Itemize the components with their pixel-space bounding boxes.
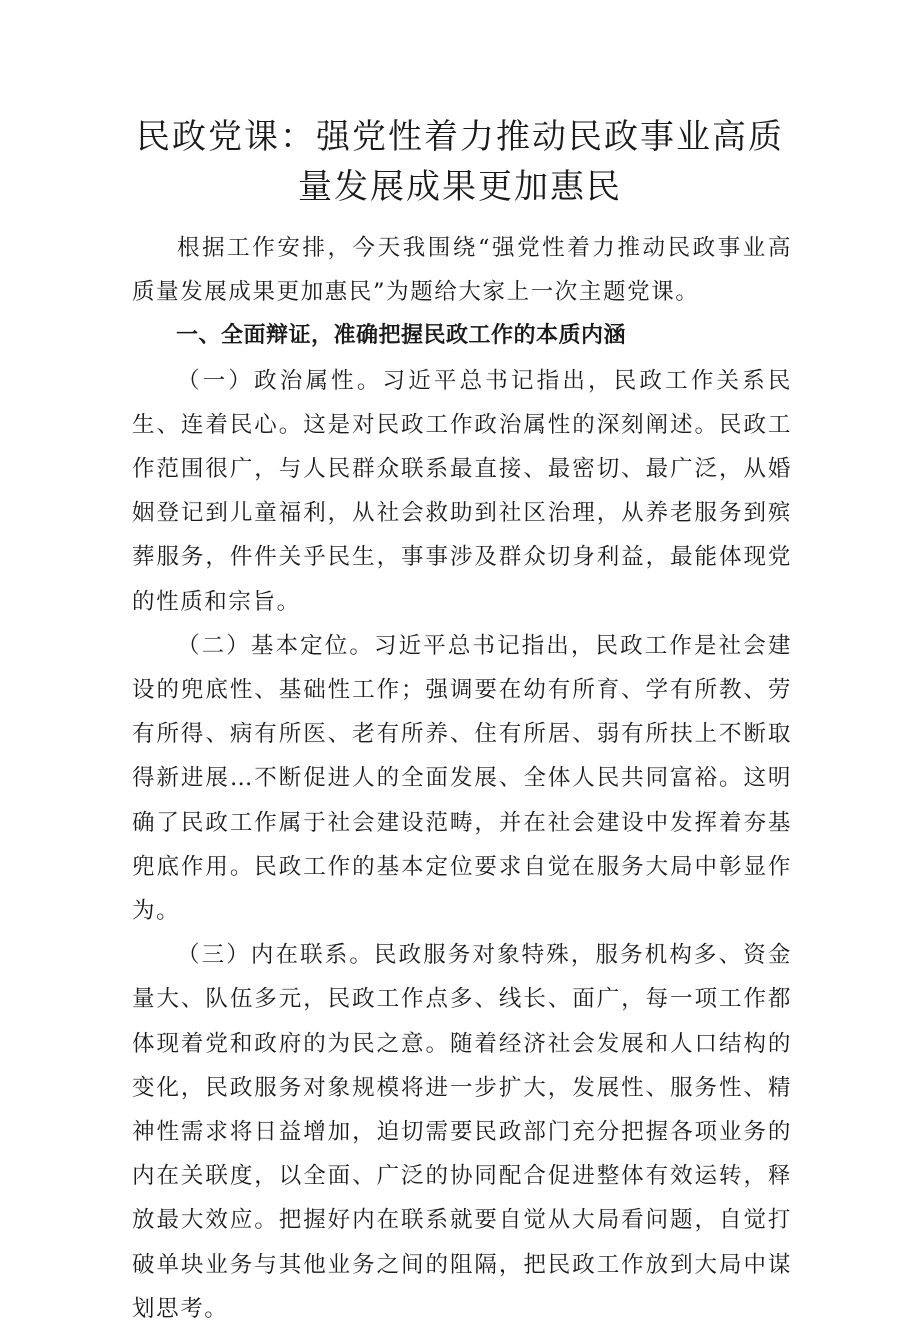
intro-paragraph: 根据工作安排，今天我围绕“强党性着力推动民政事业高质量发展成果更加惠民”为题给大家上一次主题党课。 bbox=[132, 235, 792, 306]
document-body bbox=[132, 226, 792, 1331]
document-title-line2: 量发展成果更加惠民 bbox=[298, 167, 622, 207]
paragraph-basic-positioning: （二）基本定位。习近平总书记指出，民政工作是社会建设的兜底性、基础性工作；强调要在幼有所育、学有所教、劳有所得、病有所医、老有所养、住有所居、弱有所扶上不断取得新进展…不断促进人的全面发展、全体人民共同富裕。这明确了民政工作属于社会建设范畴，并在社会建设中发挥着夯基兜底作用。民政工作的基本定位要求自觉在服务大局中彰显作为。 bbox=[132, 632, 792, 925]
paragraph-political-attribute: （一）政治属性。习近平总书记指出，民政工作关系民生、连着民心。这是对民政工作政治属性的深刻阐述。民政工作范围很广，与人民群众联系最直接、最密切、最广泛，从婚姻登记到儿童福利，从社会救助到社区治理，从养老服务到殡葬服务，件件关乎民生，事事涉及群众切身利益，最能体现党的性质和宗旨。 bbox=[132, 367, 792, 615]
document-title-line1: 民政党课：强党性着力推动民政事业高质 bbox=[136, 117, 784, 157]
paragraph-internal-connection: （三）内在联系。民政服务对象特殊，服务机构多、资金量大、队伍多元，民政工作点多、线长、面广，每一项工作都体现着党和政府的为民之意。随着经济社会发展和人口结构的变化，民政服务对象规模将进一步扩大，发展性、服务性、精神性需求将日益增加，迫切需要民政部门充分把握各项业务的内在关联度，以全面、广泛的协同配合促进整体有效运转，释放最大效应。把握好内在联系就要自觉从大局看问题，自觉打破单块业务与其他业务之间的阻隔，把民政工作放到大局中谋划思考。 bbox=[132, 942, 792, 1322]
section-heading: 一、全面辩证，准确把握民政工作的本质内涵 bbox=[176, 323, 627, 349]
